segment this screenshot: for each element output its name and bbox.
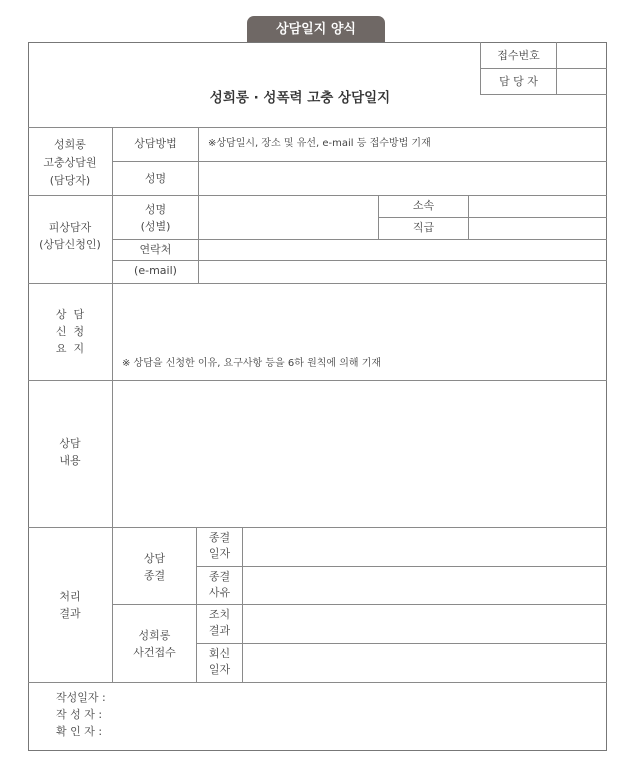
signature-fields[interactable]: [115, 688, 415, 742]
method-label: 상담방법: [134, 137, 177, 150]
confirmer-label: 확 인 자 :: [56, 725, 103, 738]
reply-date-field[interactable]: [243, 644, 606, 682]
applicant-name-field[interactable]: [199, 196, 378, 239]
reply-date-label: 회신 일자: [208, 647, 231, 676]
form-tab-label: 상담일지 양식: [247, 16, 385, 43]
email-field[interactable]: [199, 261, 606, 283]
form-title: 성희롱 · 성폭력 고충 상담일지: [209, 90, 391, 106]
position-field[interactable]: [469, 218, 606, 239]
email-label: (e-mail): [134, 264, 177, 277]
applicant-section-label: 피상담자 (상담신청인): [39, 221, 101, 251]
contact-field[interactable]: [199, 240, 606, 260]
divider: [28, 127, 607, 128]
contact-label: 연락처: [139, 243, 172, 256]
position-label: 직급: [412, 221, 435, 234]
case-receipt-label: 성희롱 사건접수: [133, 629, 176, 659]
content-field[interactable]: [113, 381, 606, 527]
end-date-label: 종결 일자: [208, 531, 231, 560]
manager-label: 담 당 자: [499, 75, 538, 88]
action-result-field[interactable]: [243, 605, 606, 643]
counselor-name-field[interactable]: [199, 162, 606, 195]
end-reason-label: 종결 사유: [208, 570, 231, 599]
end-date-field[interactable]: [243, 528, 606, 566]
result-label: 처리 결과: [59, 590, 81, 620]
method-note: ※상담일시, 장소 및 유선, e-mail 등 접수방법 기재: [208, 138, 431, 149]
request-field[interactable]: [113, 284, 606, 379]
affiliation-label: 소속: [412, 199, 435, 212]
counselor-name-label: 성명: [144, 172, 167, 185]
applicant-name-label: 성명 (성별): [140, 203, 171, 233]
manager-field[interactable]: [556, 69, 606, 94]
affiliation-field[interactable]: [469, 196, 606, 217]
written-date-label: 작성일자 :: [56, 691, 106, 704]
request-note: ※ 상담을 신청한 이유, 요구사항 등을 6하 원칙에 의해 기재: [122, 358, 382, 369]
receipt-no-field[interactable]: [556, 43, 606, 68]
consult-end-label: 상담 종결: [143, 552, 166, 582]
counselor-section-label: 성희롱 고충상담원 (담당자): [43, 138, 97, 187]
content-label: 상담 내용: [59, 437, 81, 467]
action-result-label: 조치 결과: [208, 608, 231, 637]
writer-label: 작 성 자 :: [56, 708, 103, 721]
divider: [480, 94, 607, 95]
divider: [28, 682, 607, 683]
request-label: 상 담 신 청 요 지: [55, 308, 85, 355]
receipt-no-label: 접수번호: [497, 49, 540, 62]
end-reason-field[interactable]: [243, 567, 606, 604]
